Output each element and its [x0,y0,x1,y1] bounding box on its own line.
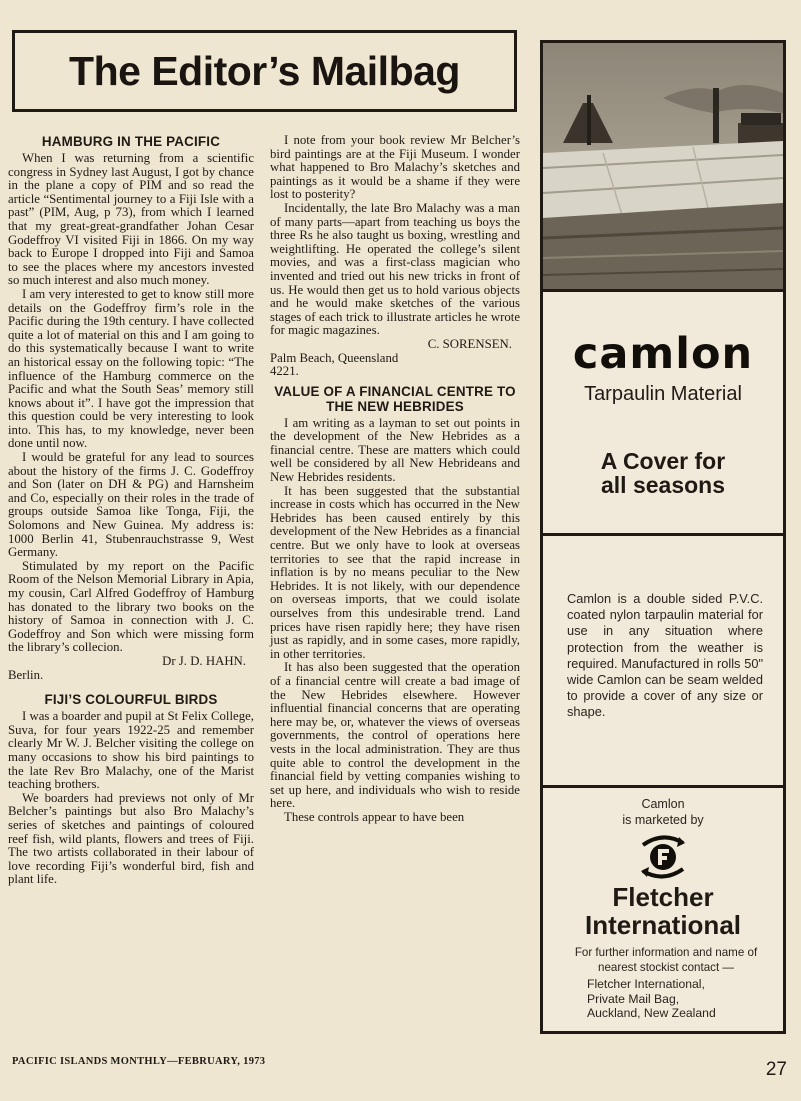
fletcher-logo-icon [639,835,687,884]
advert-subtitle: Tarpaulin Material [584,383,742,405]
letter-heading-birds: FIJI’S COLOURFUL BIRDS [44,692,218,708]
letter-paragraph: We boarders had previews not only of Mr Belcher’s paintings but also Bro Malachy’s series of sketches and paintings of coloured reef fish, wild plants, flowers and trees of Fiji. The two artists collaborated in their labour of love recording Fiji’s wonderful bird, fish and plant life. [8,790,254,887]
page-footer: PACIFIC ISLANDS MONTHLY—FEBRUARY, 1973 [12,1056,266,1067]
advert-divider [543,785,783,788]
letter-paragraph: These controls appear to have been [284,809,465,824]
letter-paragraph: I was a boarder and pupil at St Felix College, Suva, for four years 1922-25 and remember clearly Mr W. J. Belcher visiting the college on many occasions to show his bird paintings to the late Rev Bro Malachy, one of the Marist teaching brothers. [8,709,254,792]
company-name [543,883,783,939]
letter-paragraph: I am very interested to get to know still more details on the Godeffroy firm’s role in the Pacific during the 19th century. I have collected quite a lot of material on this and I am going to do this systematically because I want to write an historical essay on the following topic: “The influence of the Hamburg commerce on the Pacific and what the South Seas’ memory still knows about it”. I have got the impression that this question could be very interesting to look into. This has, to my knowledge, never been done until now. [8,286,254,451]
camlon-advert [540,40,786,1034]
address-line-1: Fletcher International, [587,977,705,991]
letter-paragraph: I would be grateful for any lead to sources about the history of the firms J. C. Godeffroy and Son (later on DH & PG) and Harnsheim and Co, especially on their roles in the trade of groups outside Samoa like Tonga, Fiji, the Solomons and New Guinea. My address is: 1000 Berlin 41, Stubenrauchstrasse 9, West Germany. [8,450,254,560]
tagline-line-2: all seasons [600,472,726,498]
letter-signature: Dr J. D. HAHN. [162,653,246,668]
letter-paragraph: Incidentally, the late Bro Malachy was a man of many parts—apart from teaching us boys the three Rs he also taught us boxing, wrestling and weightlifting. He operated the college’s silent movies, and was a first-class magician who invented and tried out his new tricks in front of us. He would then get us to hold various objects and he would make sketches of the various stages of each trick to illustrate articles he wrote for magic magazines. [270,200,520,338]
factory-photo-image [543,43,783,289]
advert-description: Camlon is a double sided P.V.C. coated nylon tarpaulin material for use in any situation where protection from the weather is required. Manufactured in rolls 50" wide Camlon can be seam welded to provide a cover of any size or shape. [567,591,763,720]
letter-signature: C. SORENSEN. [427,336,512,351]
address-line-3: Auckland, New Zealand [587,1006,716,1020]
page-title: The Editor’s Mailbag [69,47,460,94]
letter-paragraph: I note from your book review Mr Belcher’s bird paintings are at the Fiji Museum. I wonder what happened to Bro Malachy’s sketches and paintings as it would be a shame if they were lost to posterity? [270,133,520,202]
letter-paragraph: I am writing as a layman to set out points in the development of the New Hebrides as a financial centre. These are matters which could well be considered by all New Hebrideans and New Hebrides residents. [270,415,520,485]
factory-photo [543,43,783,292]
letter-location: Berlin. [8,667,44,682]
letter-location: Palm Beach, Queensland 4221. [270,350,399,379]
letter-heading-finance: VALUE OF A FINANCIAL CENTRE TO THE NEW HEBRIDES [274,383,516,414]
masthead-box [12,30,517,112]
advert-divider [543,533,783,536]
letter-paragraph: It has also been suggested that the operation of a financial centre will create a bad image of the New Hebrides elsewhere. However influential financial concerns that are operating here may be, or, whatever the views of overseas governments, the control of operations here vests in the local administration. They are thus quite able to control the development in the financial field by vetting companies wishing to set up here, and individuals who wish to reside here. [270,660,520,811]
letter-heading-hamburg: HAMBURG IN THE PACIFIC [41,134,221,149]
camlon-logo: camlon [572,329,754,379]
letter-paragraph: When I was returning from a scientific congress in Sydney last August, I got by chance in the plane a copy of PIM and so read the article “Sentimental journey to a Fiji Isle with a past” (PIM, Aug, p 73), from which I learned that my great-great-grandfather Johan Cesar Godeffroy VI visited Fiji in 1866. On my way back to Europe I dropped into Fiji and Samoa to see the places where my ancestors invested so much interest and also much money. [8,151,254,288]
address-line-2: Private Mail Bag, [587,991,680,1006]
marketed-by-line-1: Camlon [641,797,685,811]
letter-paragraph: It has been suggested that the substantial increase in costs which has occurred in the New Hebrides has been caused entirely by this development of the New Hebrides as a financial centre. But we only have to look at overseas territories to see that the rapid increase in inflation is by no means peculiar to the New Hebrides. It is not likely, with our dependence on overseas imports, that we could isolate ourselves from this undesirable trend. Land prices have risen rapidly here; they have risen just as rapidly, and in some cases, more rapidly, in other territories. [270,483,520,661]
column-left [8,132,254,887]
company-name-line-1: Fletcher [612,882,714,912]
page-number: 27 [765,1059,787,1080]
advert-tagline [543,449,783,497]
company-name-line-2: International [584,910,741,940]
contact-intro: For further information and name of nearest stockist contact — [574,946,758,974]
tagline-line-1: A Cover for [600,448,726,474]
marketed-by-line-2: is marketed by [622,813,704,827]
column-middle [270,134,520,825]
letter-paragraph: Stimulated by my report on the Pacific Room of the Nelson Memorial Library in Apia, my cousin, Carl Alfred Godeffroy of Hamburg has donated to the library two books on the history of Samoa in connection with J. C. Godeffroy and Son which were missing form the library’s collecion. [8,558,254,655]
contact-block [561,946,771,1021]
